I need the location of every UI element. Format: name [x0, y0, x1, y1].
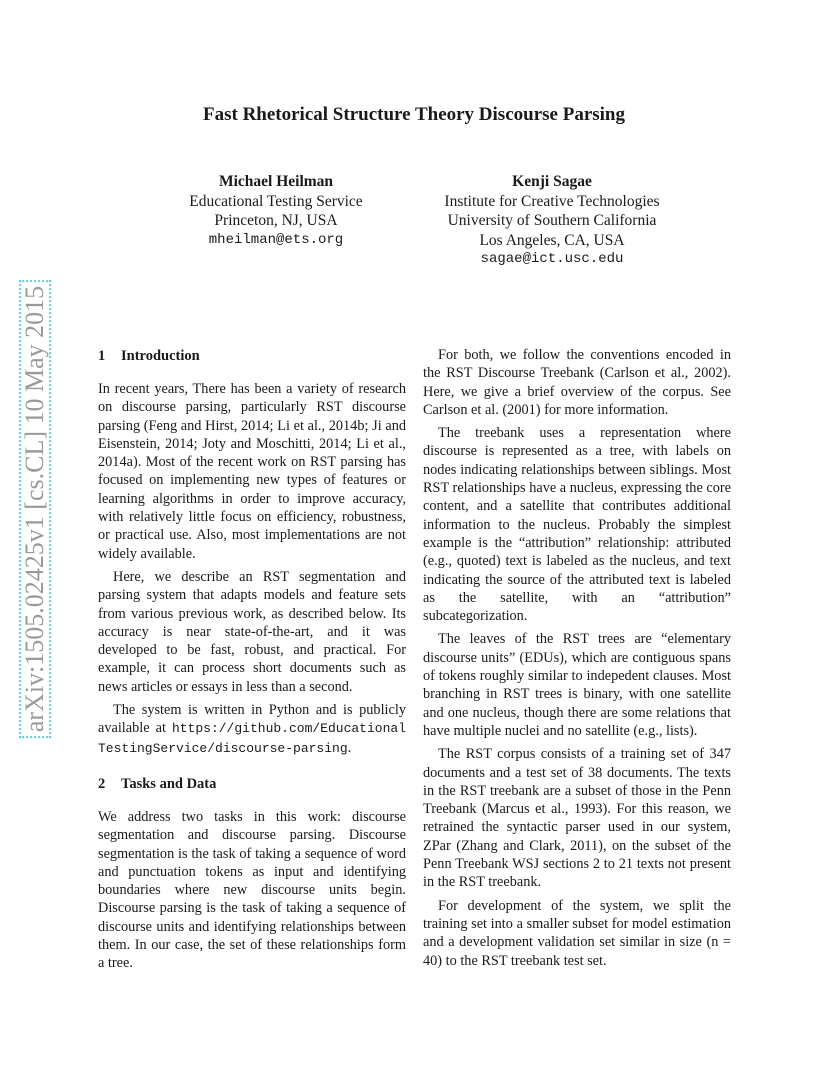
repository-link[interactable]: https://github.com/EducationalTestingService/discourse-parsing	[98, 721, 406, 756]
author-block-1	[176, 172, 376, 250]
paragraph: For development of the system, we split the training set into a smaller subset for model estimation and a development validation set similar in size (n = 40) to the RST treebank test set.	[423, 897, 731, 969]
author-affiliation: Educational Testing Service	[189, 192, 363, 210]
author-email[interactable]: sagae@ict.usc.edu	[480, 251, 624, 267]
paragraph: For both, we follow the conventions encoded in the RST Discourse Treebank (Carlson et al., 2002). Here, we give a brief overview of the corpus. See Carlson et al. (2001) for more information.	[423, 347, 731, 418]
paragraph: The leaves of the RST trees are “elementary discourse units” (EDUs), which are contiguous spans of tokens roughly similar to indepedent clauses. Most branching in RST trees is binary, with one satellite and one nucleus, though there are some relations that have multiple nuclei and no satellite (e.g., lists).	[423, 631, 731, 739]
section-heading-tasks-and-data	[98, 774, 406, 794]
author-name: Michael Heilman	[218, 173, 334, 190]
arxiv-watermark	[20, 250, 50, 768]
author-email[interactable]: mheilman@ets.org	[208, 231, 344, 248]
section-number: 1	[98, 348, 106, 364]
author-affiliation-2: University of Southern California	[447, 212, 657, 229]
author-block-2	[428, 172, 676, 270]
author-location: Los Angeles, CA, USA	[479, 231, 625, 249]
paper-title: Fast Rhetorical Structure Theory Discourse Parsing	[203, 104, 625, 125]
section-heading-introduction	[98, 346, 406, 366]
section-title: Introduction	[121, 348, 200, 364]
author-affiliation: Institute for Creative Technologies	[444, 192, 660, 210]
paragraph: The RST corpus consists of a training set of 347 documents and a test set of 38 documents. The texts in the RST treebank are a subset of those in the Penn Treebank (Marcus et al., 1993). For this reason, we retrained the syntactic parser used in our system, ZPar (Zhang and Clark, 2011), on the subset of the Penn Treebank WSJ sections 2 to 21 texts not present in the RST treebank.	[423, 746, 731, 891]
author-name: Kenji Sagae	[512, 173, 592, 190]
section-title: Tasks and Data	[121, 775, 217, 792]
right-column	[423, 346, 731, 975]
author-location: Princeton, NJ, USA	[214, 212, 338, 229]
paragraph	[98, 701, 406, 758]
section-number: 2	[98, 775, 106, 792]
paragraph: We address two tasks in this work: discourse segmentation and discourse parsing. Discourse segmentation is the task of taking a sequence of word and punctuation tokens as input and identifying boundaries where new discourse units begin. Discourse parsing is the task of taking a sequence of discourse units and identifying relationships between them. In our case, the set of these relationships form a tree.	[98, 808, 406, 972]
paragraph: In recent years, There has been a variety of research on discourse parsing, particularly RST discourse parsing (Feng and Hirst, 2014; Li et al., 2014b; Ji and Eisenstein, 2014; Joty and Moschitti, 2014; Li et al., 2014a). Most of the recent work on RST parsing has focused on implementing new types of features or learning algorithms in order to improve accuracy, with relatively little focus on efficiency, robustness, or practical use. Also, most implementations are not widely available.	[98, 381, 406, 562]
paragraph-end: .	[347, 739, 352, 756]
paragraph: The treebank uses a representation where discourse is represented as a tree, with labels on nodes indicating relationships between siblings. Most RST relationships have a nucleus, expressing the core content, and a satellite that contributes additional information to the nucleus. Probably the simplest example is the “attribution” relationship: attributed (e.g., quoted) text is labeled as the nucleus, and text indicating the source of the attributed text is labeled as the satellite, with an “attribution” subcategorization.	[423, 425, 731, 625]
paragraph-text: The system is written in Python and is publicly available at	[98, 702, 406, 737]
paragraph: Here, we describe an RST segmentation and parsing system that adapts models and feature sets from various previous work, as described below. Its accuracy is near state-of-the-art, and it was developed to be fast, robust, and practical. For example, it can process short documents such as news articles or essays in less than a second.	[98, 568, 406, 695]
left-column	[98, 346, 406, 978]
arxiv-watermark-text: arXiv:1505.02425v1 [cs.CL] 10 May 2015	[19, 280, 51, 738]
